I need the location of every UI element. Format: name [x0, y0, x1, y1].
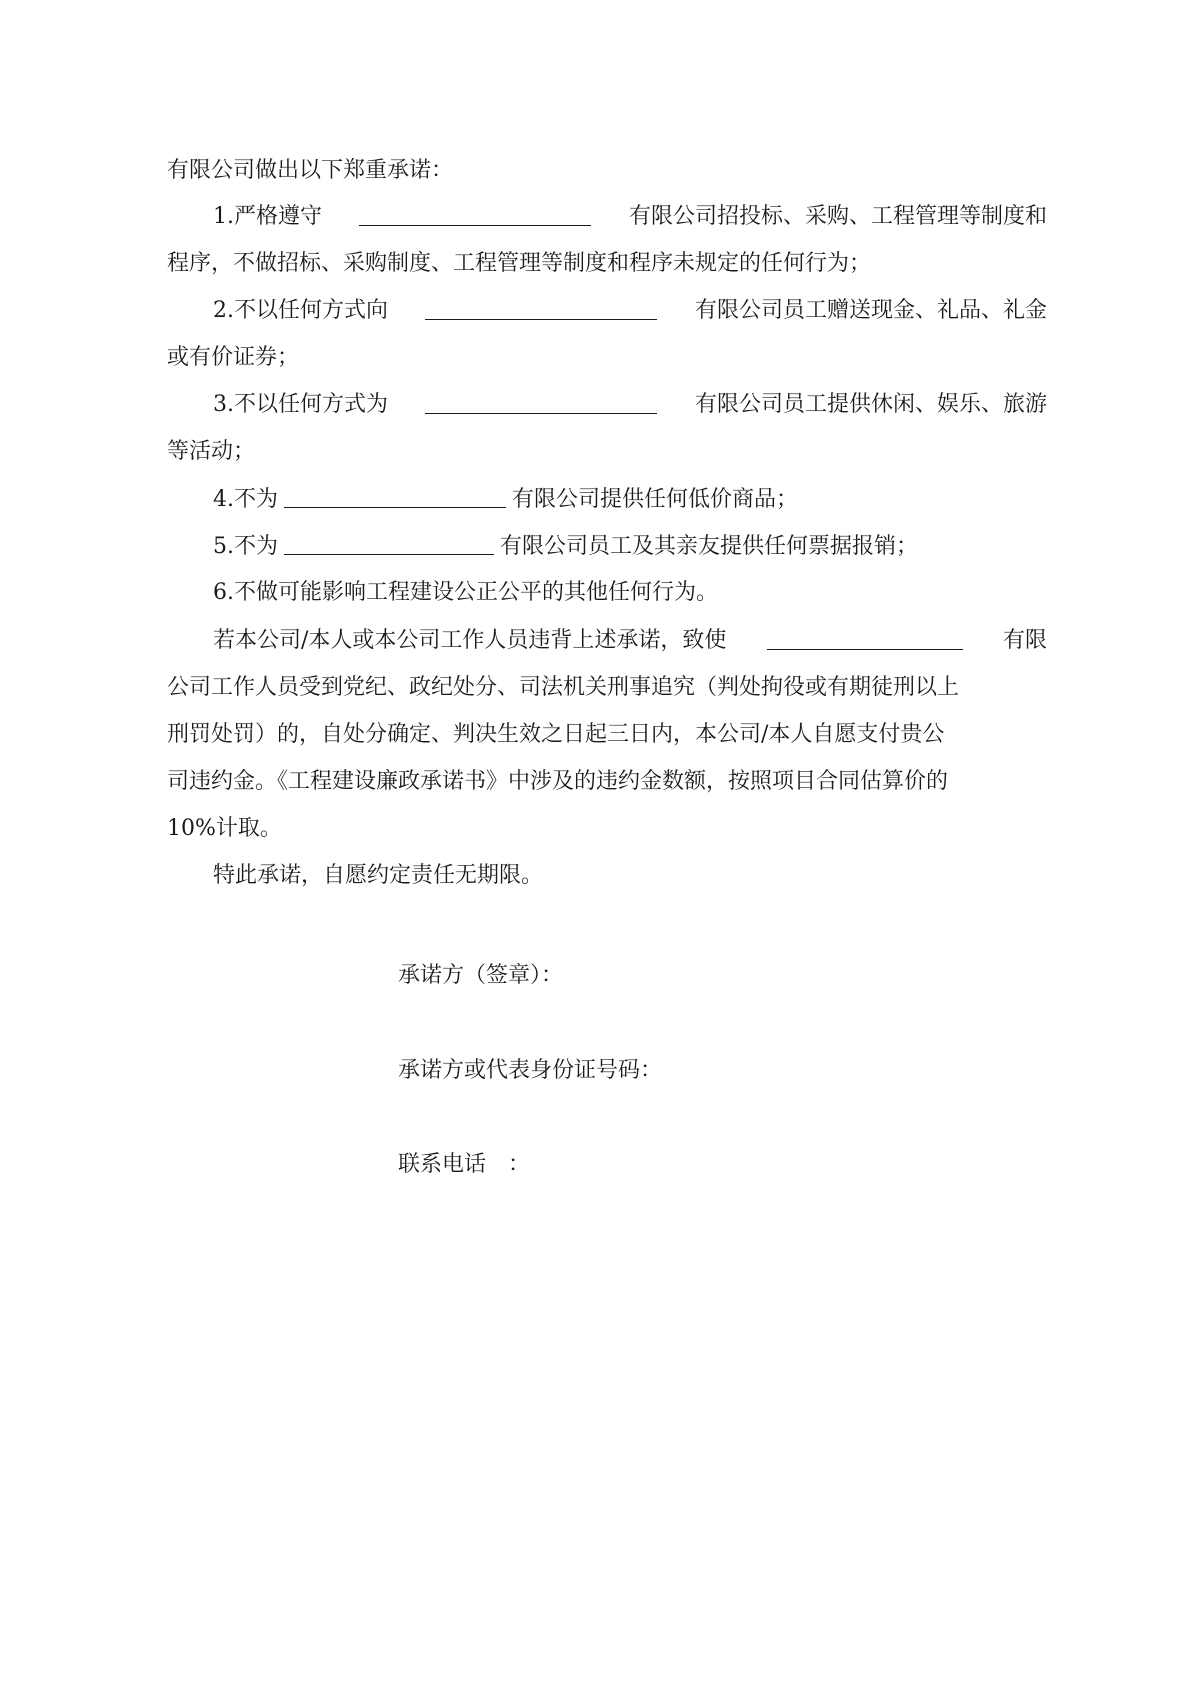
item-3-continuation: 等活动；: [167, 439, 256, 464]
breach-text-4: 司违约金。《工程建设廉政承诺书》中涉及的违约金数额，按照项目合同估算价的: [167, 769, 949, 794]
company-name-blank[interactable]: [359, 203, 591, 226]
breach-line-3: [167, 721, 1047, 749]
breach-line-1: [213, 627, 1047, 655]
item-1-continuation: 程序，不做招标、采购制度、工程管理等制度和程序未规定的任何行为；: [167, 251, 872, 276]
item-1-line-1: [213, 203, 1047, 231]
closing-text: 特此承诺，自愿约定责任无期限。: [213, 863, 544, 888]
item-4-suffix: 有限公司提供任何低价商品；: [512, 487, 799, 512]
item-2-line-1: [213, 297, 1047, 325]
item-1-line-2: [167, 250, 1000, 278]
company-name-blank[interactable]: [767, 627, 963, 650]
item-2-continuation: 或有价证券；: [167, 345, 300, 370]
breach-line-5: [167, 815, 1200, 843]
company-name-blank[interactable]: [284, 532, 494, 555]
signer-seal-label: 承诺方（签章）：: [398, 963, 564, 988]
item-6-text: 6.不做可能影响工程建设公正公平的其他任何行为。: [213, 580, 718, 605]
company-name-blank[interactable]: [425, 391, 657, 414]
item-3-line-1: [213, 391, 1047, 419]
item-2-prefix: 2.不以任何方式向: [213, 298, 388, 323]
breach-line-4: [167, 768, 1047, 796]
breach-prefix: 若本公司/本人或本公司工作人员违背上述承诺，致使: [213, 628, 727, 653]
item-3-line-2: [167, 438, 1200, 466]
phone-label: 联系电话 ：: [398, 1152, 531, 1177]
item-3-prefix: 3.不以任何方式为: [213, 392, 388, 417]
item-2-line-2: [167, 344, 1200, 372]
breach-line-2: [167, 674, 1047, 702]
breach-text-5: 10%计取。: [167, 816, 282, 841]
intro-text: 有限公司做出以下郑重承诺：: [167, 158, 454, 183]
intro-line: [167, 157, 1200, 185]
id-number-label: 承诺方或代表身份证号码：: [398, 1058, 663, 1083]
item-6-line: [213, 579, 1200, 607]
breach-suffix: 有限: [1002, 628, 1047, 653]
item-5-prefix: 5.不为: [213, 534, 278, 559]
company-name-blank[interactable]: [284, 485, 506, 508]
item-4-prefix: 4.不为: [213, 487, 278, 512]
item-5-line: [213, 532, 1200, 561]
item-4-line: [213, 485, 1200, 514]
item-1-suffix: 有限公司招投标、采购、工程管理等制度和: [628, 204, 1047, 229]
breach-text-2: 公司工作人员受到党纪、政纪处分、司法机关刑事追究（判处拘役或有期徒刑以上: [167, 675, 960, 700]
company-name-blank[interactable]: [425, 297, 657, 320]
item-5-suffix: 有限公司员工及其亲友提供任何票据报销；: [500, 534, 919, 559]
item-3-suffix: 有限公司员工提供休闲、娱乐、旅游: [694, 392, 1047, 417]
item-2-suffix: 有限公司员工赠送现金、礼品、礼金: [694, 298, 1047, 323]
item-1-prefix: 1.严格遵守: [213, 204, 322, 229]
breach-text-3: 刑罚处罚）的，自处分确定、判决生效之日起三日内，本公司/本人自愿支付贵公: [167, 722, 945, 747]
closing-line: [213, 862, 1200, 890]
